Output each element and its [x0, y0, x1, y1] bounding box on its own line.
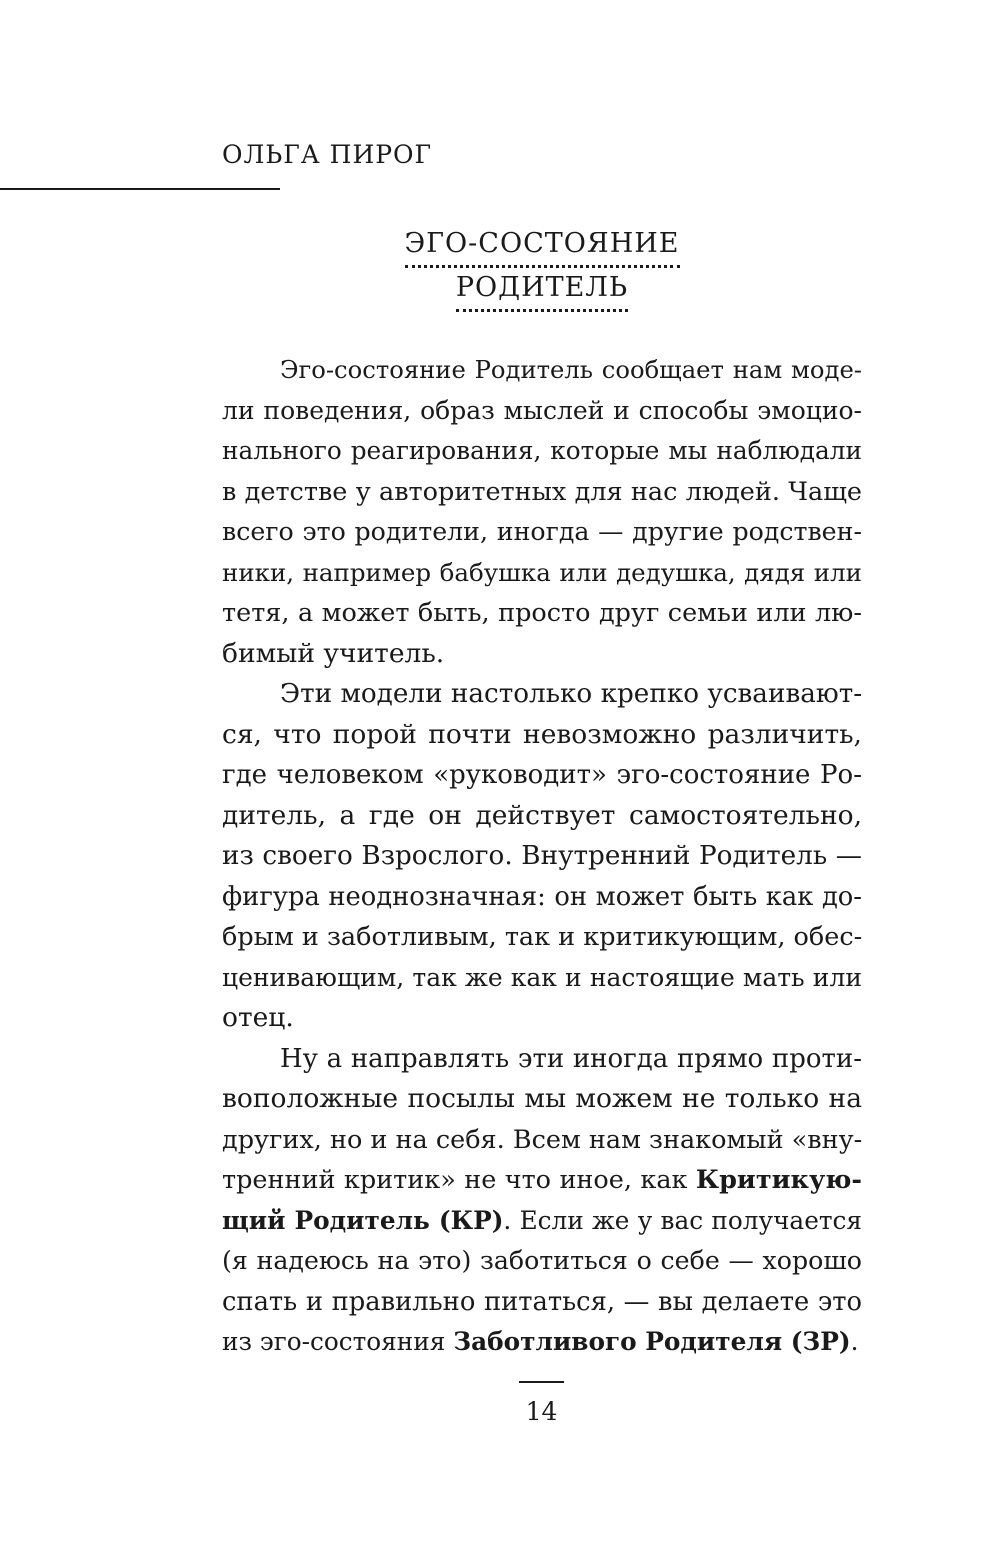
chapter-title-text-1: ЭГО-СОСТОЯНИЕ	[405, 228, 680, 268]
text-line: Ну а направлять эти иногда прямо проти-	[280, 1043, 862, 1074]
text-line: тетя, а может быть, просто друг семьи или лю-	[222, 598, 862, 628]
text-line: где человеком «руководит» эго-состояние Ро-	[222, 760, 862, 790]
text-line: бимый учитель.	[222, 637, 445, 669]
text-line: ся, что порой почти невозможно различить,	[222, 718, 862, 750]
text-line: брым и заботливым, так и критикующим, обес-	[222, 922, 863, 952]
text-line: Эти модели настолько крепко усваивают-	[280, 679, 863, 709]
text-run: .	[850, 1327, 859, 1356]
paragraph-2	[222, 674, 862, 1039]
chapter-title-line-2	[222, 272, 862, 312]
text-line: ники, например бабушка или дедушка, дядя или	[222, 557, 862, 587]
text-line: в детстве у авторитетных для нас людей. Чаще	[222, 476, 862, 507]
text-line: отец.	[222, 1002, 294, 1033]
header-rule	[0, 188, 280, 190]
text-line	[222, 1160, 862, 1201]
text-line: других, но и на себя. Всем нам знакомый «вну-	[222, 1124, 863, 1155]
text-run: из эго-состояния	[222, 1327, 454, 1356]
running-head-author: ОЛЬГА ПИРОГ	[222, 140, 433, 169]
page-number: 14	[525, 1397, 558, 1426]
text-line: всего это родители, иногда — другие родствен-	[222, 517, 862, 546]
text-line: из своего Взрослого. Внутренний Родитель —	[222, 841, 862, 871]
text-run: . Если же у вас получается	[503, 1205, 863, 1235]
text-line: ценивающим, так же как и настоящие мать или	[222, 962, 862, 992]
text-line	[222, 1322, 862, 1363]
bold-term: Заботливого Родителя (ЗР)	[453, 1327, 851, 1356]
text-line: ли поведения, образ мыслей и способы эмоцио-	[222, 395, 862, 425]
chapter-title-text-2: РОДИТЕЛЬ	[456, 272, 628, 312]
chapter-title-line-1	[222, 228, 862, 268]
text-run: тренний критик» не что иное, как	[222, 1165, 696, 1195]
bold-term: щий Родитель (КР)	[222, 1205, 504, 1235]
text-line: Эго-состояние Родитель сообщает нам моде-	[280, 355, 862, 384]
paragraph-1	[222, 350, 862, 674]
body-text	[222, 350, 862, 1363]
text-line: (я надеюсь на это) заботиться о себе — хорошо	[222, 1246, 862, 1275]
bold-term: Критикую-	[695, 1165, 862, 1195]
text-line	[222, 1201, 862, 1242]
paragraph-3	[222, 1039, 862, 1363]
text-line: фигура неоднозначная: он может быть как до-	[222, 881, 862, 912]
footer-rule	[519, 1381, 564, 1383]
text-line: нального реагирования, которые мы наблюдали	[222, 436, 862, 465]
text-line: дитель, а где он действует самостоятельно,	[222, 799, 862, 831]
text-line: воположные посылы мы можем не только на	[222, 1083, 862, 1114]
text-line: спать и правильно питаться, — вы делаете это	[222, 1286, 862, 1317]
